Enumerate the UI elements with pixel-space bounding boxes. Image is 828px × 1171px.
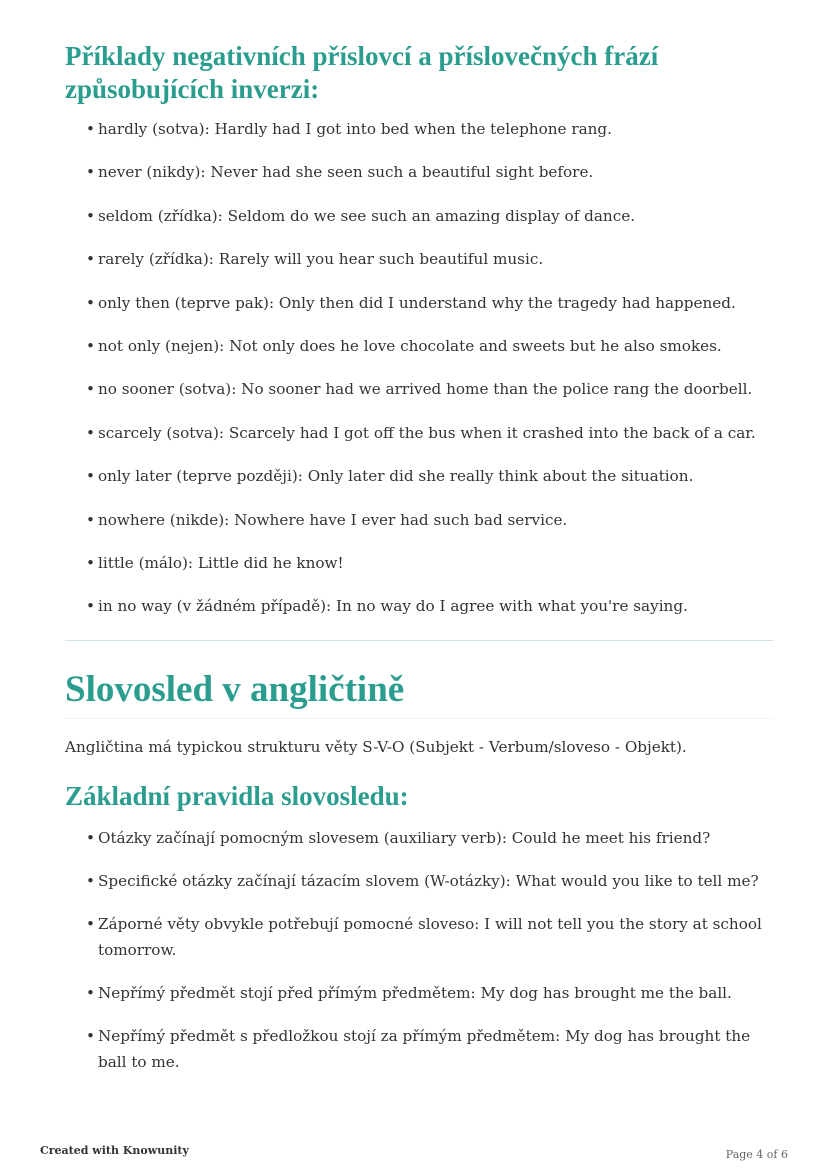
list-item: • Nepřímý předmět stojí před přímým předmětem: My dog has brought me the ball. <box>86 980 766 1006</box>
word-order-rules-heading: Základní pravidla slovosledu: <box>65 781 409 811</box>
footer-created-with: Created with Knowunity <box>40 1144 189 1157</box>
list-item: • never (nikdy): Never had she seen such a beautiful sight before. <box>86 159 766 185</box>
list-item: • rarely (zřídka): Rarely will you hear such beautiful music. <box>86 246 766 272</box>
inversion-examples-list <box>86 116 766 637</box>
list-item: • not only (nejen): Not only does he love chocolate and sweets but he also smokes. <box>86 333 766 359</box>
list-item: • Specifické otázky začínají tázacím slovem (W-otázky): What would you like to tell me? <box>86 868 766 894</box>
inversion-examples-heading: Příklady negativních příslovcí a příslovečných frází způsobujících inverzi: <box>65 41 659 104</box>
list-item: • nowhere (nikde): Nowhere have I ever had such bad service. <box>86 507 766 533</box>
footer-page-number: Page 4 of 6 <box>725 1148 788 1161</box>
list-item: • in no way (v žádném případě): In no way do I agree with what you're saying. <box>86 593 766 619</box>
list-item: • little (málo): Little did he know! <box>86 550 766 576</box>
list-item: • only later (teprve později): Only later did she really think about the situation. <box>86 463 766 489</box>
list-item: • Nepřímý předmět s předložkou stojí za přímým předmětem: My dog has brought the ball to me. <box>86 1023 766 1075</box>
section-divider <box>65 640 773 641</box>
list-item: • hardly (sotva): Hardly had I got into bed when the telephone rang. <box>86 116 766 142</box>
list-item: • Otázky začínají pomocným slovesem (auxiliary verb): Could he meet his friend? <box>86 825 766 851</box>
list-item: • scarcely (sotva): Scarcely had I got off the bus when it crashed into the back of a car. <box>86 420 766 446</box>
list-item: • seldom (zřídka): Seldom do we see such an amazing display of dance. <box>86 203 766 229</box>
list-item: • Záporné věty obvykle potřebují pomocné sloveso: I will not tell you the story at school tomorrow. <box>86 911 766 963</box>
list-item: • no sooner (sotva): No sooner had we arrived home than the police rang the doorbell. <box>86 376 766 402</box>
word-order-intro: Angličtina má typickou strukturu věty S-V-O (Subjekt - Verbum/sloveso - Objekt). <box>65 738 687 756</box>
word-order-title: Slovosled v angličtině <box>65 668 773 719</box>
list-item: • only then (teprve pak): Only then did I understand why the tragedy had happened. <box>86 290 766 316</box>
word-order-rules-list <box>86 825 766 1092</box>
